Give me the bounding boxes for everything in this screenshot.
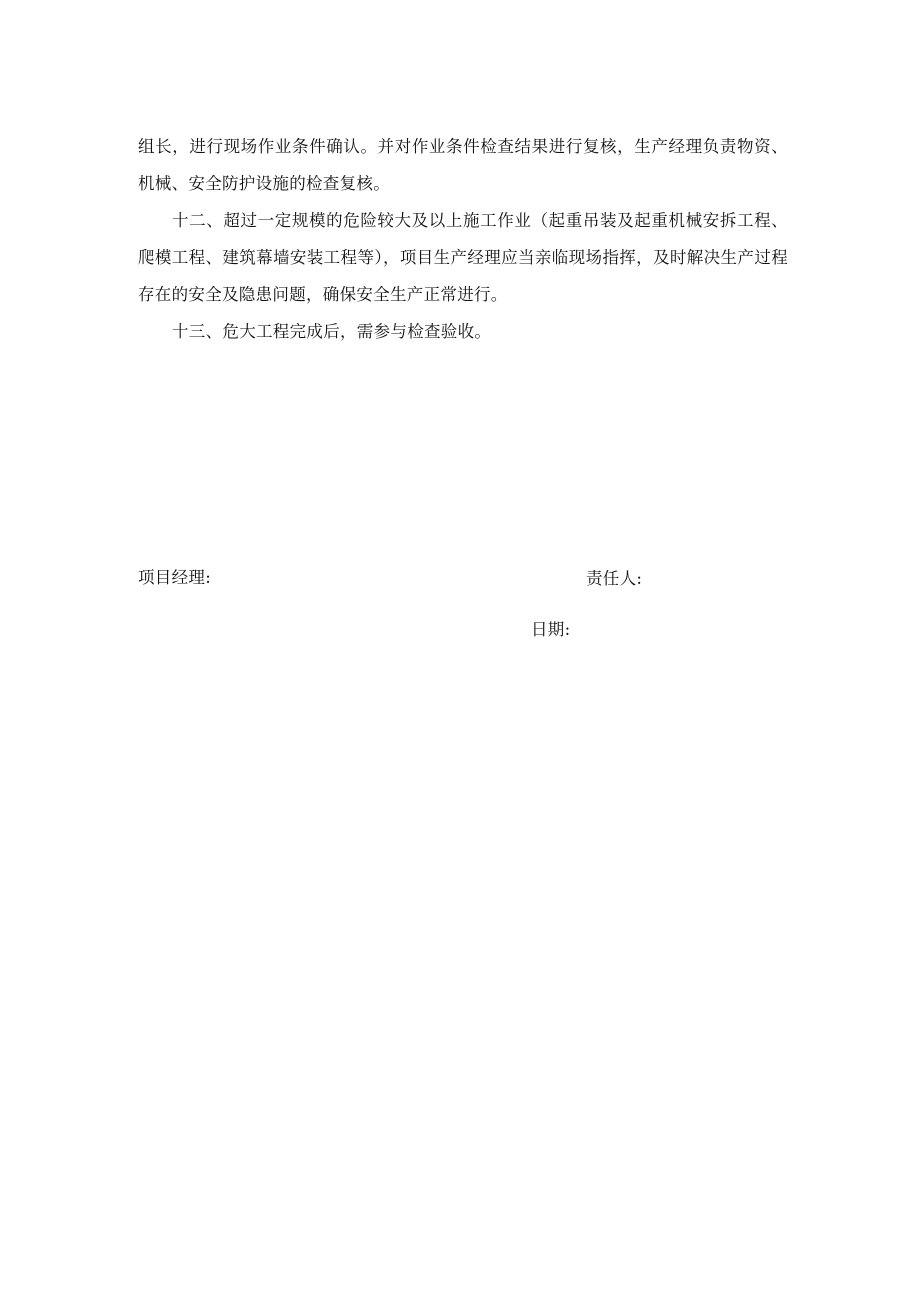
paragraph-item-12: 十二、超过一定规模的危险较大及以上施工作业（起重吊装及起重机械安拆工程、爬模工程、建筑幕墙安装工程等），项目生产经理应当亲临现场指挥，及时解决生产过程存在的安全及隐患问题，确保安全生产正常进行。 [138, 211, 788, 304]
paragraph-continuation: 组长，进行现场作业条件确认。并对作业条件检查结果进行复核，生产经理负责物资、机械、安全防护设施的检查复核。 [138, 137, 788, 193]
project-manager-signature-label: 项目经理: [138, 568, 212, 587]
document-body [138, 128, 788, 350]
date-label: 日期: [531, 620, 571, 639]
responsible-person-signature-label: 责任人: [586, 569, 643, 588]
paragraph-item-13: 十三、危大工程完成后，需参与检查验收。 [172, 322, 492, 341]
